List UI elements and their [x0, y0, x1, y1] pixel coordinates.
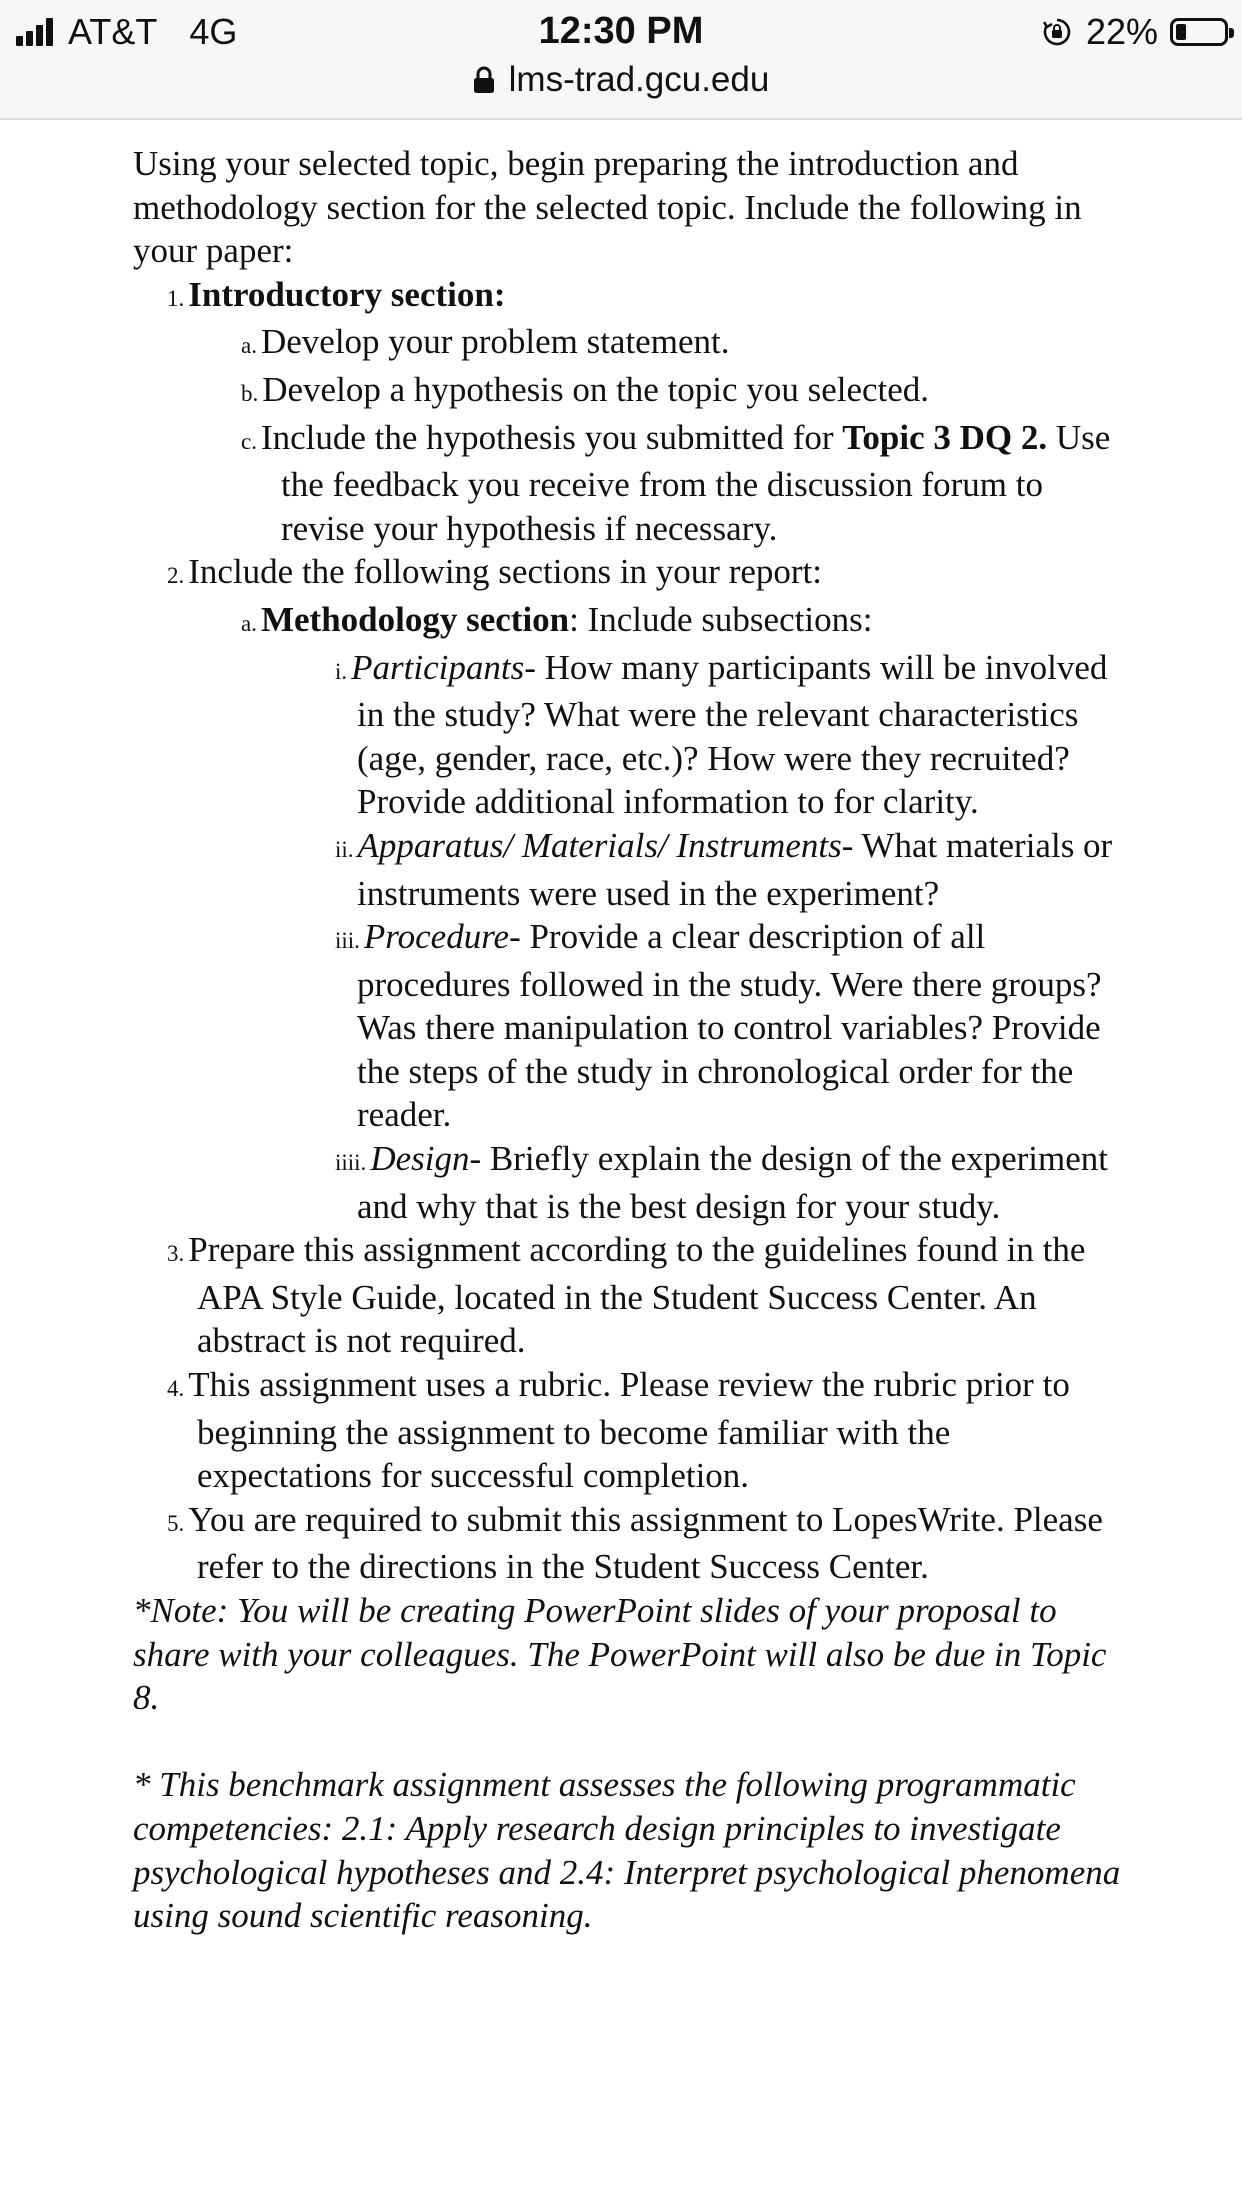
list-item-4	[133, 1363, 1133, 1498]
list-item-text: You are required to submit this assignment to LopesWrite. Please refer to the directions in the Student Success Center.	[188, 1499, 1103, 1587]
note-text: *Note: You will be creating PowerPoint slides of your proposal to share with your colleagues. The PowerPoint will also be due in Topic 8.	[133, 1591, 1107, 1718]
list-item-text: Prepare this assignment according to the guidelines found in the APA Style Guide, located in the Student Success Center. An abstract is not required.	[188, 1230, 1086, 1361]
list-item-1b	[133, 368, 1133, 416]
subsection-title: Procedure	[363, 917, 510, 957]
list-item-text: Develop your problem statement.	[260, 322, 730, 362]
list-item-1a	[133, 320, 1133, 368]
list-marker: iiii.	[335, 1150, 367, 1176]
subsection-title: Apparatus/ Materials/ Instruments	[357, 825, 842, 865]
clock: 12:30 PM	[538, 10, 704, 52]
battery-percent: 22%	[1085, 11, 1158, 52]
status-right	[1042, 12, 1228, 52]
list-item-2a	[133, 598, 1133, 646]
list-marker: 2.	[167, 563, 185, 589]
list-marker: 1.	[167, 285, 185, 311]
list-item-text: This assignment uses a rubric. Please review the rubric prior to beginning the assignment to become familiar with the expectations for successful completion.	[188, 1365, 1070, 1496]
list-marker: 3.	[167, 1241, 185, 1267]
topic-reference: Topic 3 DQ 2.	[842, 417, 1048, 457]
subsection-title: Participants	[351, 647, 525, 687]
powerpoint-note	[133, 1589, 1133, 1720]
list-marker: a.	[241, 333, 257, 359]
status-bar	[0, 0, 1242, 120]
intro-paragraph: Using your selected topic, begin preparing the introduction and methodology section for the selected topic. Include the following in your paper:	[133, 144, 1082, 271]
list-item-2a-iii	[133, 915, 1133, 1137]
list-item-1	[133, 273, 1133, 321]
benchmark-note	[133, 1763, 1133, 1937]
list-marker: i.	[335, 658, 348, 684]
list-item-text: Develop a hypothesis on the topic you selected.	[262, 369, 930, 409]
list-item-2a-ii	[133, 824, 1133, 915]
list-item-text: : Include subsections:	[569, 599, 873, 639]
list-item-text: - How many participants will be involved in the study? What were the relevant characteristics (age, gender, race, etc.)? How were they recruited? Provide additional information to for clarity.	[357, 647, 1108, 822]
network-type-label: 4G	[189, 11, 238, 52]
subsection-title: Design	[370, 1139, 470, 1179]
paragraph-spacer	[133, 1720, 1133, 1764]
list-item-text: Use the feedback you receive from the discussion forum to revise your hypothesis if necessary.	[281, 417, 1111, 548]
list-marker: iii.	[335, 928, 360, 954]
list-item-text: Include the hypothesis you submitted for	[260, 417, 843, 457]
list-item-2	[133, 550, 1133, 598]
benchmark-text: * This benchmark assignment assesses the following programmatic competencies: 2.1: Apply research design principles to investigate psychological hypotheses and 2.4: Interpret psychological phenomena using sound scientific reasoning.	[133, 1765, 1121, 1936]
assignment-document	[133, 142, 1133, 1938]
list-marker: ii.	[335, 836, 354, 862]
list-item-text: - Briefly explain the design of the experiment and why that is the best design for your study.	[357, 1139, 1109, 1226]
battery-icon	[1170, 18, 1228, 46]
carrier-label: AT&T	[68, 11, 158, 52]
list-marker: 5.	[167, 1510, 185, 1536]
methodology-section-heading: Methodology section	[260, 599, 570, 639]
list-marker: b.	[241, 380, 259, 406]
introductory-section-heading: Introductory section:	[188, 274, 506, 314]
page-url[interactable]: lms-trad.gcu.edu	[508, 60, 770, 99]
list-marker: c.	[241, 428, 257, 454]
list-item-5	[133, 1498, 1133, 1589]
list-item-2a-i	[133, 646, 1133, 824]
list-item-3	[133, 1228, 1133, 1363]
list-marker: 4.	[167, 1376, 185, 1402]
list-marker: a.	[241, 610, 257, 636]
list-item-2a-iiii	[133, 1137, 1133, 1228]
rotation-lock-icon	[1042, 17, 1072, 47]
lock-icon	[473, 65, 495, 95]
address-bar[interactable]	[0, 58, 1242, 102]
list-item-text: - What materials or instruments were used in the experiment?	[357, 825, 1113, 913]
list-item-1c	[133, 416, 1133, 551]
list-item-text: - Provide a clear description of all procedures followed in the study. Were there groups? Was there manipulation to control variables? Provide the steps of the study in chronological order for the reader.	[357, 917, 1102, 1135]
battery-fill	[1176, 24, 1186, 40]
list-item-text: Include the following sections in your report:	[188, 552, 822, 592]
